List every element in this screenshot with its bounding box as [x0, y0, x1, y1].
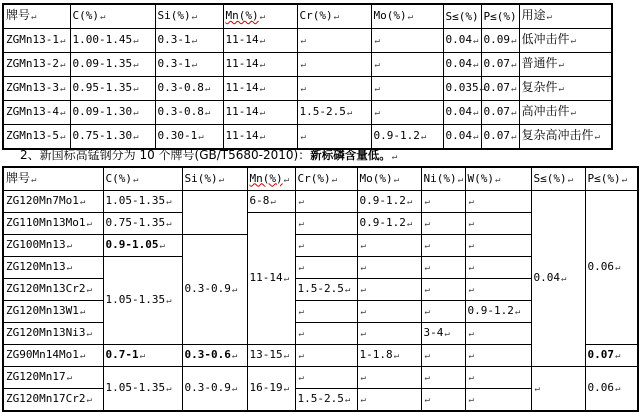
value-cell: ↵ — [371, 29, 443, 53]
value-cell: 16-19↵ — [247, 367, 295, 412]
value-cell: 0.04↵ — [443, 125, 481, 150]
value-cell: ↵ — [465, 389, 531, 412]
value-cell: 0.3-0.9↵ — [182, 235, 247, 345]
grade-cell: ZG120Mn13Cr2↵ — [3, 279, 103, 301]
header-cell: Ni(%)↵ — [421, 167, 465, 191]
grade-cell: ZG110Mn13Mo1↵ — [3, 213, 103, 235]
value-cell: ↵ — [295, 213, 357, 235]
header-cell: 牌号↵ — [3, 167, 103, 191]
value-cell: 0.07↵ — [481, 101, 519, 125]
value-cell: 0.09-1.35↵ — [70, 53, 155, 77]
value-cell: ↵ — [371, 77, 443, 101]
value-cell: ↵ — [465, 323, 531, 345]
header-cell: Mn(%)↵ — [247, 167, 295, 191]
value-cell: ↵ — [297, 125, 371, 150]
value-cell: ↵ — [295, 323, 357, 345]
value-cell: ↵ — [357, 235, 421, 257]
header-cell: C(%)↵ — [70, 4, 155, 29]
value-cell: ↵ — [295, 301, 357, 323]
header-cell: S≤(%) — [443, 4, 481, 29]
value-cell: ↵ — [465, 213, 531, 235]
usage-cell: 低冲击件↵ — [519, 29, 612, 53]
grade-table-old — [2, 3, 613, 150]
header-cell: Mn(%)↵ — [223, 4, 297, 29]
header-cell: S≤(%)↵ — [531, 167, 585, 191]
value-cell: 0.09-1.30↵ — [70, 101, 155, 125]
table-row — [3, 191, 638, 213]
header-cell: 用途↵ — [519, 4, 612, 29]
usage-cell: 复杂高冲击件↵ — [519, 125, 612, 150]
grade-cell: ZGMn13-5↵ — [3, 125, 70, 150]
usage-cell: 复杂件↵ — [519, 77, 612, 101]
value-cell: ↵ — [421, 279, 465, 301]
header-cell: Cr(%)↵ — [295, 167, 357, 191]
value-cell: 1.00-1.45↵ — [70, 29, 155, 53]
value-cell: 11-14↵ — [223, 77, 297, 101]
value-cell: 0.9-1.2↵ — [465, 301, 531, 323]
value-cell: 3-4↵ — [421, 323, 465, 345]
value-cell: ↵ — [421, 257, 465, 279]
value-cell: 13-15↵ — [247, 345, 295, 367]
value-cell: 0.04↵ — [443, 29, 481, 53]
usage-cell: 高冲击件↵ — [519, 101, 612, 125]
header-cell: W(%)↵ — [465, 167, 531, 191]
header-cell: Mo(%)↵ — [371, 4, 443, 29]
value-cell: 1.5-2.5↵ — [297, 101, 371, 125]
value-cell: ↵ — [421, 235, 465, 257]
table-row — [3, 29, 612, 53]
header-cell: Si(%)↵ — [182, 167, 247, 191]
value-cell: ↵ — [465, 367, 531, 389]
table-header-row — [3, 167, 638, 191]
value-cell: ↵ — [465, 257, 531, 279]
value-cell: 1.05-1.35↵ — [103, 257, 182, 345]
value-cell — [182, 191, 247, 235]
value-cell: 0.3-0.9↵ — [182, 367, 247, 412]
value-cell: 0.035↵ — [443, 77, 481, 101]
value-cell: 0.09↵ — [481, 29, 519, 53]
value-cell: ↵ — [295, 367, 357, 389]
grade-table-new — [2, 166, 639, 412]
value-cell: 0.07↵ — [481, 125, 519, 150]
value-cell: 0.06↵ — [585, 367, 638, 412]
grade-cell: ZG100Mn13↵ — [3, 235, 103, 257]
value-cell: 0.3-0.8↵ — [155, 77, 223, 101]
value-cell: ↵ — [421, 301, 465, 323]
value-cell: 0.9-1.05↵ — [103, 235, 182, 257]
table-row — [3, 77, 612, 101]
value-cell: ↵ — [297, 29, 371, 53]
usage-cell: 普通件↵ — [519, 53, 612, 77]
value-cell: 0.04↵ — [443, 53, 481, 77]
table-row — [3, 367, 638, 389]
value-cell: 0.3-0.8↵ — [155, 101, 223, 125]
value-cell: ↵ — [465, 191, 531, 213]
value-cell: ↵ — [357, 389, 421, 412]
value-cell: 0.95-1.35↵ — [70, 77, 155, 101]
header-cell: Si(%)↵ — [155, 4, 223, 29]
value-cell: 0.06↵ — [585, 191, 638, 345]
value-cell: ↵ — [465, 345, 531, 367]
table-row — [3, 101, 612, 125]
value-cell: 11-14↵ — [223, 29, 297, 53]
value-cell: 1.05-1.35↵ — [103, 191, 182, 213]
value-cell: 11-14↵ — [223, 101, 297, 125]
value-cell: 0.7-1↵ — [103, 345, 182, 367]
header-cell: Cr(%)↵ — [297, 4, 371, 29]
value-cell: 0.07↵ — [585, 345, 638, 367]
paragraph-bold-note: 新标磷含量低。 — [310, 148, 391, 162]
grade-cell: ZG120Mn7Mo1↵ — [3, 191, 103, 213]
value-cell: ↵ — [357, 279, 421, 301]
value-cell: 0.3-0.6↵ — [182, 345, 247, 367]
value-cell: 0.9-1.2↵ — [357, 213, 421, 235]
value-cell: ↵ — [465, 235, 531, 257]
value-cell: ↵ — [421, 367, 465, 389]
value-cell: ↵ — [357, 367, 421, 389]
value-cell: ↵ — [421, 213, 465, 235]
grade-cell: ZGMn13-1↵ — [3, 29, 70, 53]
header-cell: 牌号↵ — [3, 4, 70, 29]
value-cell: ↵ — [295, 191, 357, 213]
value-cell: ↵ — [531, 367, 585, 412]
value-cell: 0.30-1↵ — [155, 125, 223, 150]
value-cell: 1.5-2.5↵ — [295, 279, 357, 301]
value-cell: 1.05-1.35↵ — [103, 367, 182, 412]
header-cell: P≤(%)↵ — [585, 167, 638, 191]
table-row — [3, 53, 612, 77]
grade-cell: ZGMn13-4↵ — [3, 101, 70, 125]
header-cell: Mo(%)↵ — [357, 167, 421, 191]
grade-cell: ZG120Mn13Ni3↵ — [3, 323, 103, 345]
grade-cell: ZG120Mn17Cr2↵ — [3, 389, 103, 412]
value-cell: ↵ — [297, 53, 371, 77]
value-cell: 0.9-1.2↵ — [371, 125, 443, 150]
value-cell: ↵ — [357, 323, 421, 345]
grade-cell: ZGMn13-2↵ — [3, 53, 70, 77]
value-cell: ↵ — [371, 101, 443, 125]
value-cell: 11-14↵ — [223, 53, 297, 77]
value-cell: 0.3-1↵ — [155, 53, 223, 77]
value-cell: 0.75-1.30↵ — [70, 125, 155, 150]
value-cell: 0.9-1.2↵ — [357, 191, 421, 213]
value-cell: 0.07↵ — [481, 53, 519, 77]
value-cell: 1-1.8↵ — [357, 345, 421, 367]
value-cell: 0.75-1.35↵ — [103, 213, 182, 235]
header-cell: P≤(%) — [481, 4, 519, 29]
value-cell: 0.04↵ — [443, 101, 481, 125]
value-cell: ↵ — [357, 301, 421, 323]
header-cell: C(%)↵ — [103, 167, 182, 191]
value-cell: 0.3-1↵ — [155, 29, 223, 53]
grade-cell: ZGMn13-3↵ — [3, 77, 70, 101]
grade-cell: ZG120Mn13↵ — [3, 257, 103, 279]
value-cell: ↵ — [295, 345, 357, 367]
value-cell: ↵ — [371, 53, 443, 77]
value-cell: ↵ — [421, 345, 465, 367]
value-cell: ↵ — [357, 257, 421, 279]
grade-cell: ZG90Mn14Mo1↵ — [3, 345, 103, 367]
value-cell: ↵ — [465, 279, 531, 301]
value-cell: ↵ — [421, 389, 465, 412]
value-cell: 11-14↵ — [223, 125, 297, 150]
value-cell: 0.07↵ — [481, 77, 519, 101]
value-cell: ↵ — [297, 77, 371, 101]
table-header-row — [3, 4, 612, 29]
value-cell: ↵ — [295, 235, 357, 257]
value-cell: ↵ — [295, 257, 357, 279]
value-cell: 6-8↵ — [247, 191, 295, 213]
value-cell: 1.5-2.5↵ — [295, 389, 357, 412]
grade-cell: ZG120Mn17↵ — [3, 367, 103, 389]
value-cell: 11-14↵ — [247, 213, 295, 345]
grade-cell: ZG120Mn13W1↵ — [3, 301, 103, 323]
value-cell: 0.04↵ — [531, 191, 585, 367]
section-paragraph: 2、新国标高锰钢分为 10 个牌号(GB/T5680-2010)：新标磷含量低。↵ — [20, 148, 398, 162]
value-cell: ↵ — [421, 191, 465, 213]
